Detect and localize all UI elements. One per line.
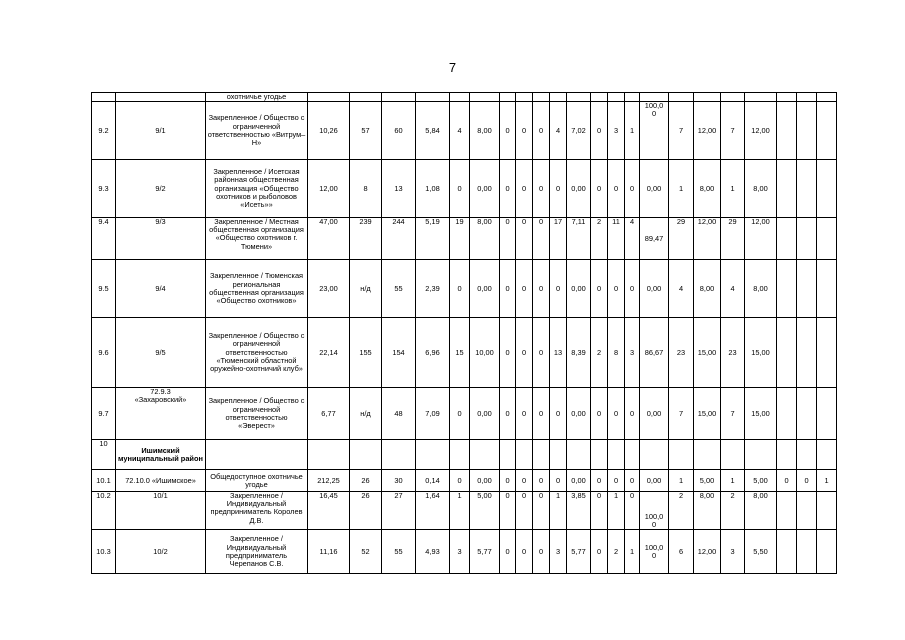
table-cell-g: 0 — [516, 530, 533, 574]
table-cell — [625, 93, 640, 102]
table-cell-code: Ишимский муниципальный район — [116, 440, 206, 470]
table-cell-d: 0 — [450, 160, 470, 218]
table-cell-o: 7 — [669, 102, 694, 160]
table-cell — [694, 93, 721, 102]
table-cell-i: 0 — [550, 470, 567, 492]
table-cell-r: 5,50 — [745, 530, 777, 574]
table-cell-d: 0 — [450, 470, 470, 492]
table-cell-s — [777, 388, 797, 440]
table-cell-u — [817, 530, 837, 574]
table-cell-t — [797, 218, 817, 260]
table-cell — [777, 93, 797, 102]
table-cell-o: 4 — [669, 260, 694, 318]
table-cell-d — [450, 440, 470, 470]
table-cell — [116, 93, 206, 102]
table-cell-t — [797, 260, 817, 318]
table-cell-u — [817, 160, 837, 218]
table-cell-m: 3 — [625, 318, 640, 388]
table-cell — [516, 93, 533, 102]
table-cell-p: 12,00 — [694, 530, 721, 574]
table-cell-t — [797, 388, 817, 440]
table-cell-b: 60 — [382, 102, 416, 160]
table-cell-p: 15,00 — [694, 388, 721, 440]
table-cell-j: 0,00 — [567, 160, 591, 218]
table-cell-num: 9.3 — [92, 160, 116, 218]
table-cell — [92, 93, 116, 102]
table-cell-n: 100,0 0 — [640, 492, 669, 530]
table-cell-code: 10/1 — [116, 492, 206, 530]
table-cell-r: 12,00 — [745, 102, 777, 160]
table-cell-c: 2,39 — [416, 260, 450, 318]
table-cell — [533, 93, 550, 102]
table-row-continuation — [92, 93, 837, 102]
table-cell-n: 0,00 — [640, 388, 669, 440]
table-cell-u — [817, 318, 837, 388]
table-cell-l: 2 — [608, 530, 625, 574]
table-row — [92, 218, 837, 260]
table-cell-a: 57 — [350, 102, 382, 160]
table-cell-i: 1 — [550, 492, 567, 530]
table-cell-f: 0 — [500, 260, 516, 318]
table-cell — [721, 93, 745, 102]
table-cell-type: Закрепленное / Общество с ограниченной ответственностью «Эверест» — [206, 388, 308, 440]
table-cell-e: 10,00 — [470, 318, 500, 388]
table-cell-q: 23 — [721, 318, 745, 388]
table-cell-o: 2 — [669, 492, 694, 530]
table-cell-l: 8 — [608, 318, 625, 388]
table-cell-h: 0 — [533, 492, 550, 530]
table-cell-num: 9.7 — [92, 388, 116, 440]
table-cell-l — [608, 440, 625, 470]
table-row — [92, 388, 837, 440]
table-cell-k: 0 — [591, 492, 608, 530]
table-row — [92, 530, 837, 574]
table-cell-o: 29 — [669, 218, 694, 260]
table-cell-b: 55 — [382, 260, 416, 318]
table-cell-g: 0 — [516, 492, 533, 530]
table-cell-q: 29 — [721, 218, 745, 260]
table-cell-e: 5,77 — [470, 530, 500, 574]
table-cell-type: Закрепленное / Местная общественная организация «Общество охотников г. Тюмени» — [206, 218, 308, 260]
table-cell — [745, 93, 777, 102]
table-cell — [550, 93, 567, 102]
table-cell-g: 0 — [516, 318, 533, 388]
table-cell-code: 9/1 — [116, 102, 206, 160]
table-cell-i: 0 — [550, 260, 567, 318]
table-cell-o: 7 — [669, 388, 694, 440]
table-cell-f: 0 — [500, 318, 516, 388]
table-cell-g: 0 — [516, 102, 533, 160]
table-cell-g: 0 — [516, 260, 533, 318]
table-cell-r: 15,00 — [745, 388, 777, 440]
table-cell-l: 3 — [608, 102, 625, 160]
table-cell-d: 19 — [450, 218, 470, 260]
table-cell-area: 22,14 — [308, 318, 350, 388]
table-cell-q: 1 — [721, 470, 745, 492]
table-cell — [567, 93, 591, 102]
table-cell-t — [797, 318, 817, 388]
page-number: 7 — [448, 60, 457, 75]
table-cell — [500, 93, 516, 102]
table-cell-c: 1,64 — [416, 492, 450, 530]
table-cell-s — [777, 440, 797, 470]
table-cell-k: 0 — [591, 160, 608, 218]
table-cell-code: 9/4 — [116, 260, 206, 318]
table-cell — [640, 93, 669, 102]
table-row — [92, 160, 837, 218]
table-cell — [350, 93, 382, 102]
table-cell-u: 1 — [817, 470, 837, 492]
table-cell — [608, 93, 625, 102]
hunting-grounds-table — [91, 92, 837, 574]
table-cell-c: 0,14 — [416, 470, 450, 492]
table-cell-area — [308, 440, 350, 470]
table-cell-e: 8,00 — [470, 218, 500, 260]
table-cell-m — [625, 440, 640, 470]
table-cell-d: 3 — [450, 530, 470, 574]
table-cell-c: 7,09 — [416, 388, 450, 440]
table-cell-s — [777, 492, 797, 530]
table-cell-j: 0,00 — [567, 470, 591, 492]
table-cell-e: 0,00 — [470, 260, 500, 318]
table-cell-t: 0 — [797, 470, 817, 492]
table-cell-t — [797, 530, 817, 574]
table-cell-n: 0,00 — [640, 160, 669, 218]
table-cell-n: 0,00 — [640, 260, 669, 318]
table-cell-n — [640, 440, 669, 470]
table-cell-r — [745, 440, 777, 470]
table-cell-a: 239 — [350, 218, 382, 260]
table-cell-code: 10/2 — [116, 530, 206, 574]
table-cell-area: 6,77 — [308, 388, 350, 440]
table-cell-j: 0,00 — [567, 388, 591, 440]
table-cell-s — [777, 530, 797, 574]
table-cell-a: 155 — [350, 318, 382, 388]
table-cell-i — [550, 440, 567, 470]
table-cell-o: 1 — [669, 470, 694, 492]
table-cell-f: 0 — [500, 388, 516, 440]
table-cell-b — [382, 440, 416, 470]
table-cell-e — [470, 440, 500, 470]
table-cell-type — [206, 440, 308, 470]
table-cell-k: 0 — [591, 260, 608, 318]
table-cell-k: 0 — [591, 530, 608, 574]
table-cell-code: 9/2 — [116, 160, 206, 218]
table-cell-q: 7 — [721, 388, 745, 440]
table-cell-type: Закрепленное / Общество с ограниченной ответственностью «Витрум–Н» — [206, 102, 308, 160]
table-cell-r: 8,00 — [745, 160, 777, 218]
table-cell-a: 26 — [350, 492, 382, 530]
table-cell-type: Закрепленное / Индивидуальный предприниматель Черепанов С.В. — [206, 530, 308, 574]
table-cell-num: 10.2 — [92, 492, 116, 530]
table-cell-code: 72.9.3 «Захаровский» — [116, 388, 206, 440]
table-cell-f: 0 — [500, 218, 516, 260]
table-cell-c: 5,19 — [416, 218, 450, 260]
table-cell-b: 154 — [382, 318, 416, 388]
table-cell-d: 1 — [450, 492, 470, 530]
table-cell — [797, 93, 817, 102]
table-cell-type: Закрепленное / Исетская районная общественная организация «Общество охотников и рыболовов «Исеть»» — [206, 160, 308, 218]
table-cell-area: 23,00 — [308, 260, 350, 318]
table-cell-u — [817, 102, 837, 160]
table-cell-e: 0,00 — [470, 388, 500, 440]
table-cell-n: 100,0 0 — [640, 530, 669, 574]
table-cell-p: 12,00 — [694, 218, 721, 260]
table-cell-k — [591, 440, 608, 470]
table-cell-area: 11,16 — [308, 530, 350, 574]
table-cell-j: 7,11 — [567, 218, 591, 260]
table-cell-e: 0,00 — [470, 470, 500, 492]
table-cell-n: 86,67 — [640, 318, 669, 388]
table-cell-num: 9.4 — [92, 218, 116, 260]
table-cell-p: 8,00 — [694, 260, 721, 318]
table-cell — [669, 93, 694, 102]
table-cell-p: 5,00 — [694, 470, 721, 492]
table-cell-e: 5,00 — [470, 492, 500, 530]
table-cell-m: 0 — [625, 388, 640, 440]
table-cell-m: 1 — [625, 102, 640, 160]
table-cell-u — [817, 218, 837, 260]
table-cell-h: 0 — [533, 470, 550, 492]
table-cell-i: 0 — [550, 388, 567, 440]
table-cell-j: 5,77 — [567, 530, 591, 574]
table-cell-r: 8,00 — [745, 260, 777, 318]
table-cell-j: 7,02 — [567, 102, 591, 160]
table-cell-h — [533, 440, 550, 470]
table-cell-r: 5,00 — [745, 470, 777, 492]
table-cell-a: 26 — [350, 470, 382, 492]
table-cell-i: 4 — [550, 102, 567, 160]
table-cell-a: н/д — [350, 260, 382, 318]
table-cell-r: 8,00 — [745, 492, 777, 530]
table-cell-j: 3,85 — [567, 492, 591, 530]
table-row — [92, 470, 837, 492]
table-cell-code: 9/3 — [116, 218, 206, 260]
table-cell-o — [669, 440, 694, 470]
table-cell-g: 0 — [516, 218, 533, 260]
table-cell-r: 12,00 — [745, 218, 777, 260]
table-cell-n: 89,47 — [640, 218, 669, 260]
table-cell-g: 0 — [516, 160, 533, 218]
table-cell-area: 12,00 — [308, 160, 350, 218]
table-cell — [416, 93, 450, 102]
table-cell-f: 0 — [500, 470, 516, 492]
table-cell — [308, 93, 350, 102]
table-cell-s — [777, 102, 797, 160]
table-cell-code: 72.10.0 «Ишимское» — [116, 470, 206, 492]
table-cell-e: 0,00 — [470, 160, 500, 218]
table-cell-e: 8,00 — [470, 102, 500, 160]
table-cell-j: 8,39 — [567, 318, 591, 388]
table-cell — [591, 93, 608, 102]
table-cell-area: 212,25 — [308, 470, 350, 492]
table-cell — [450, 93, 470, 102]
table-cell-a: 8 — [350, 160, 382, 218]
table-cell-num: 10.1 — [92, 470, 116, 492]
table-cell-type: Закрепленное / Индивидуальный предприниматель Королев Д.В. — [206, 492, 308, 530]
table-cell-k: 2 — [591, 318, 608, 388]
table-cell-c: 4,93 — [416, 530, 450, 574]
table-row — [92, 102, 837, 160]
table-cell-q — [721, 440, 745, 470]
table-cell-d: 15 — [450, 318, 470, 388]
table-cell-u — [817, 492, 837, 530]
table-cell-num: 9.2 — [92, 102, 116, 160]
table-cell-n: 100,0 0 — [640, 102, 669, 160]
table-cell-q: 1 — [721, 160, 745, 218]
table-cell-i: 17 — [550, 218, 567, 260]
table-cell-m: 1 — [625, 530, 640, 574]
table-cell-l: 0 — [608, 388, 625, 440]
table-cell-area: 47,00 — [308, 218, 350, 260]
table-cell-t — [797, 102, 817, 160]
table-cell — [817, 93, 837, 102]
table-cell-a — [350, 440, 382, 470]
table-cell-u — [817, 260, 837, 318]
table-cell-h: 0 — [533, 160, 550, 218]
table-cell-s — [777, 160, 797, 218]
table-cell-p — [694, 440, 721, 470]
table-cell-j — [567, 440, 591, 470]
table-cell-c — [416, 440, 450, 470]
table-cell-q: 4 — [721, 260, 745, 318]
table-cell-k: 0 — [591, 388, 608, 440]
table-cell-s — [777, 218, 797, 260]
table-cell-m: 0 — [625, 160, 640, 218]
table-cell-type: охотничье угодье — [206, 93, 308, 102]
table-cell-num: 10 — [92, 440, 116, 470]
table-cell-h: 0 — [533, 218, 550, 260]
table-cell-f: 0 — [500, 102, 516, 160]
table-cell-h: 0 — [533, 388, 550, 440]
table-cell-c: 1,08 — [416, 160, 450, 218]
table-cell-area: 10,26 — [308, 102, 350, 160]
table-cell-r: 15,00 — [745, 318, 777, 388]
table-cell-h: 0 — [533, 260, 550, 318]
table-cell-i: 0 — [550, 160, 567, 218]
table-cell-b: 244 — [382, 218, 416, 260]
table-cell-q: 3 — [721, 530, 745, 574]
table-cell-f: 0 — [500, 492, 516, 530]
table-cell-p: 12,00 — [694, 102, 721, 160]
table-cell-q: 7 — [721, 102, 745, 160]
table-row — [92, 318, 837, 388]
table-cell-t — [797, 492, 817, 530]
table-row — [92, 260, 837, 318]
table-cell-num: 9.6 — [92, 318, 116, 388]
table-cell-b: 13 — [382, 160, 416, 218]
table-cell-p: 15,00 — [694, 318, 721, 388]
table-cell-c: 5,84 — [416, 102, 450, 160]
table-cell-p: 8,00 — [694, 160, 721, 218]
table-cell-s — [777, 318, 797, 388]
table-cell-c: 6,96 — [416, 318, 450, 388]
table-cell-s — [777, 260, 797, 318]
table-cell-m: 0 — [625, 260, 640, 318]
table-cell-a: 52 — [350, 530, 382, 574]
table-cell-h: 0 — [533, 318, 550, 388]
table-cell-g: 0 — [516, 470, 533, 492]
table-cell-i: 13 — [550, 318, 567, 388]
table-cell-d: 0 — [450, 260, 470, 318]
table-cell — [382, 93, 416, 102]
table-cell-t — [797, 160, 817, 218]
table-cell-g: 0 — [516, 388, 533, 440]
table-cell-h: 0 — [533, 102, 550, 160]
table-cell-d: 0 — [450, 388, 470, 440]
table-cell-u — [817, 388, 837, 440]
table-cell-i: 3 — [550, 530, 567, 574]
table-cell-m: 0 — [625, 470, 640, 492]
table-cell-num: 9.5 — [92, 260, 116, 318]
table-cell-type: Закрепленное / Общество с ограниченной ответственностью «Тюменский областной оружейно-охотничий клуб» — [206, 318, 308, 388]
table-cell-l: 11 — [608, 218, 625, 260]
table-cell-area: 16,45 — [308, 492, 350, 530]
table-cell-l: 0 — [608, 260, 625, 318]
table-cell-o: 6 — [669, 530, 694, 574]
table-cell-b: 48 — [382, 388, 416, 440]
table-cell-d: 4 — [450, 102, 470, 160]
table-cell-p: 8,00 — [694, 492, 721, 530]
table-cell-o: 1 — [669, 160, 694, 218]
table-cell-f: 0 — [500, 530, 516, 574]
table-cell-a: н/д — [350, 388, 382, 440]
table-cell — [470, 93, 500, 102]
table-cell-l: 0 — [608, 470, 625, 492]
table-cell-m: 0 — [625, 492, 640, 530]
table-cell-k: 2 — [591, 218, 608, 260]
table-cell-o: 23 — [669, 318, 694, 388]
table-row — [92, 440, 837, 470]
table-cell-s: 0 — [777, 470, 797, 492]
table-cell-h: 0 — [533, 530, 550, 574]
table-cell-m: 4 — [625, 218, 640, 260]
table-cell-f — [500, 440, 516, 470]
table-cell-n: 0,00 — [640, 470, 669, 492]
table-cell-type: Общедоступное охотничье угодье — [206, 470, 308, 492]
table-cell-type: Закрепленное / Тюменская региональная общественная организация «Общество охотников» — [206, 260, 308, 318]
table-cell-k: 0 — [591, 470, 608, 492]
table-cell-k: 0 — [591, 102, 608, 160]
table-cell-b: 27 — [382, 492, 416, 530]
table-cell-l: 0 — [608, 160, 625, 218]
table-cell-j: 0,00 — [567, 260, 591, 318]
table-cell-b: 55 — [382, 530, 416, 574]
table-cell-num: 10.3 — [92, 530, 116, 574]
table-cell-f: 0 — [500, 160, 516, 218]
table-cell-g — [516, 440, 533, 470]
table-cell-code: 9/5 — [116, 318, 206, 388]
table-cell-u — [817, 440, 837, 470]
table-cell-t — [797, 440, 817, 470]
table-cell-b: 30 — [382, 470, 416, 492]
table-cell-l: 1 — [608, 492, 625, 530]
table-row — [92, 492, 837, 530]
table-cell-q: 2 — [721, 492, 745, 530]
